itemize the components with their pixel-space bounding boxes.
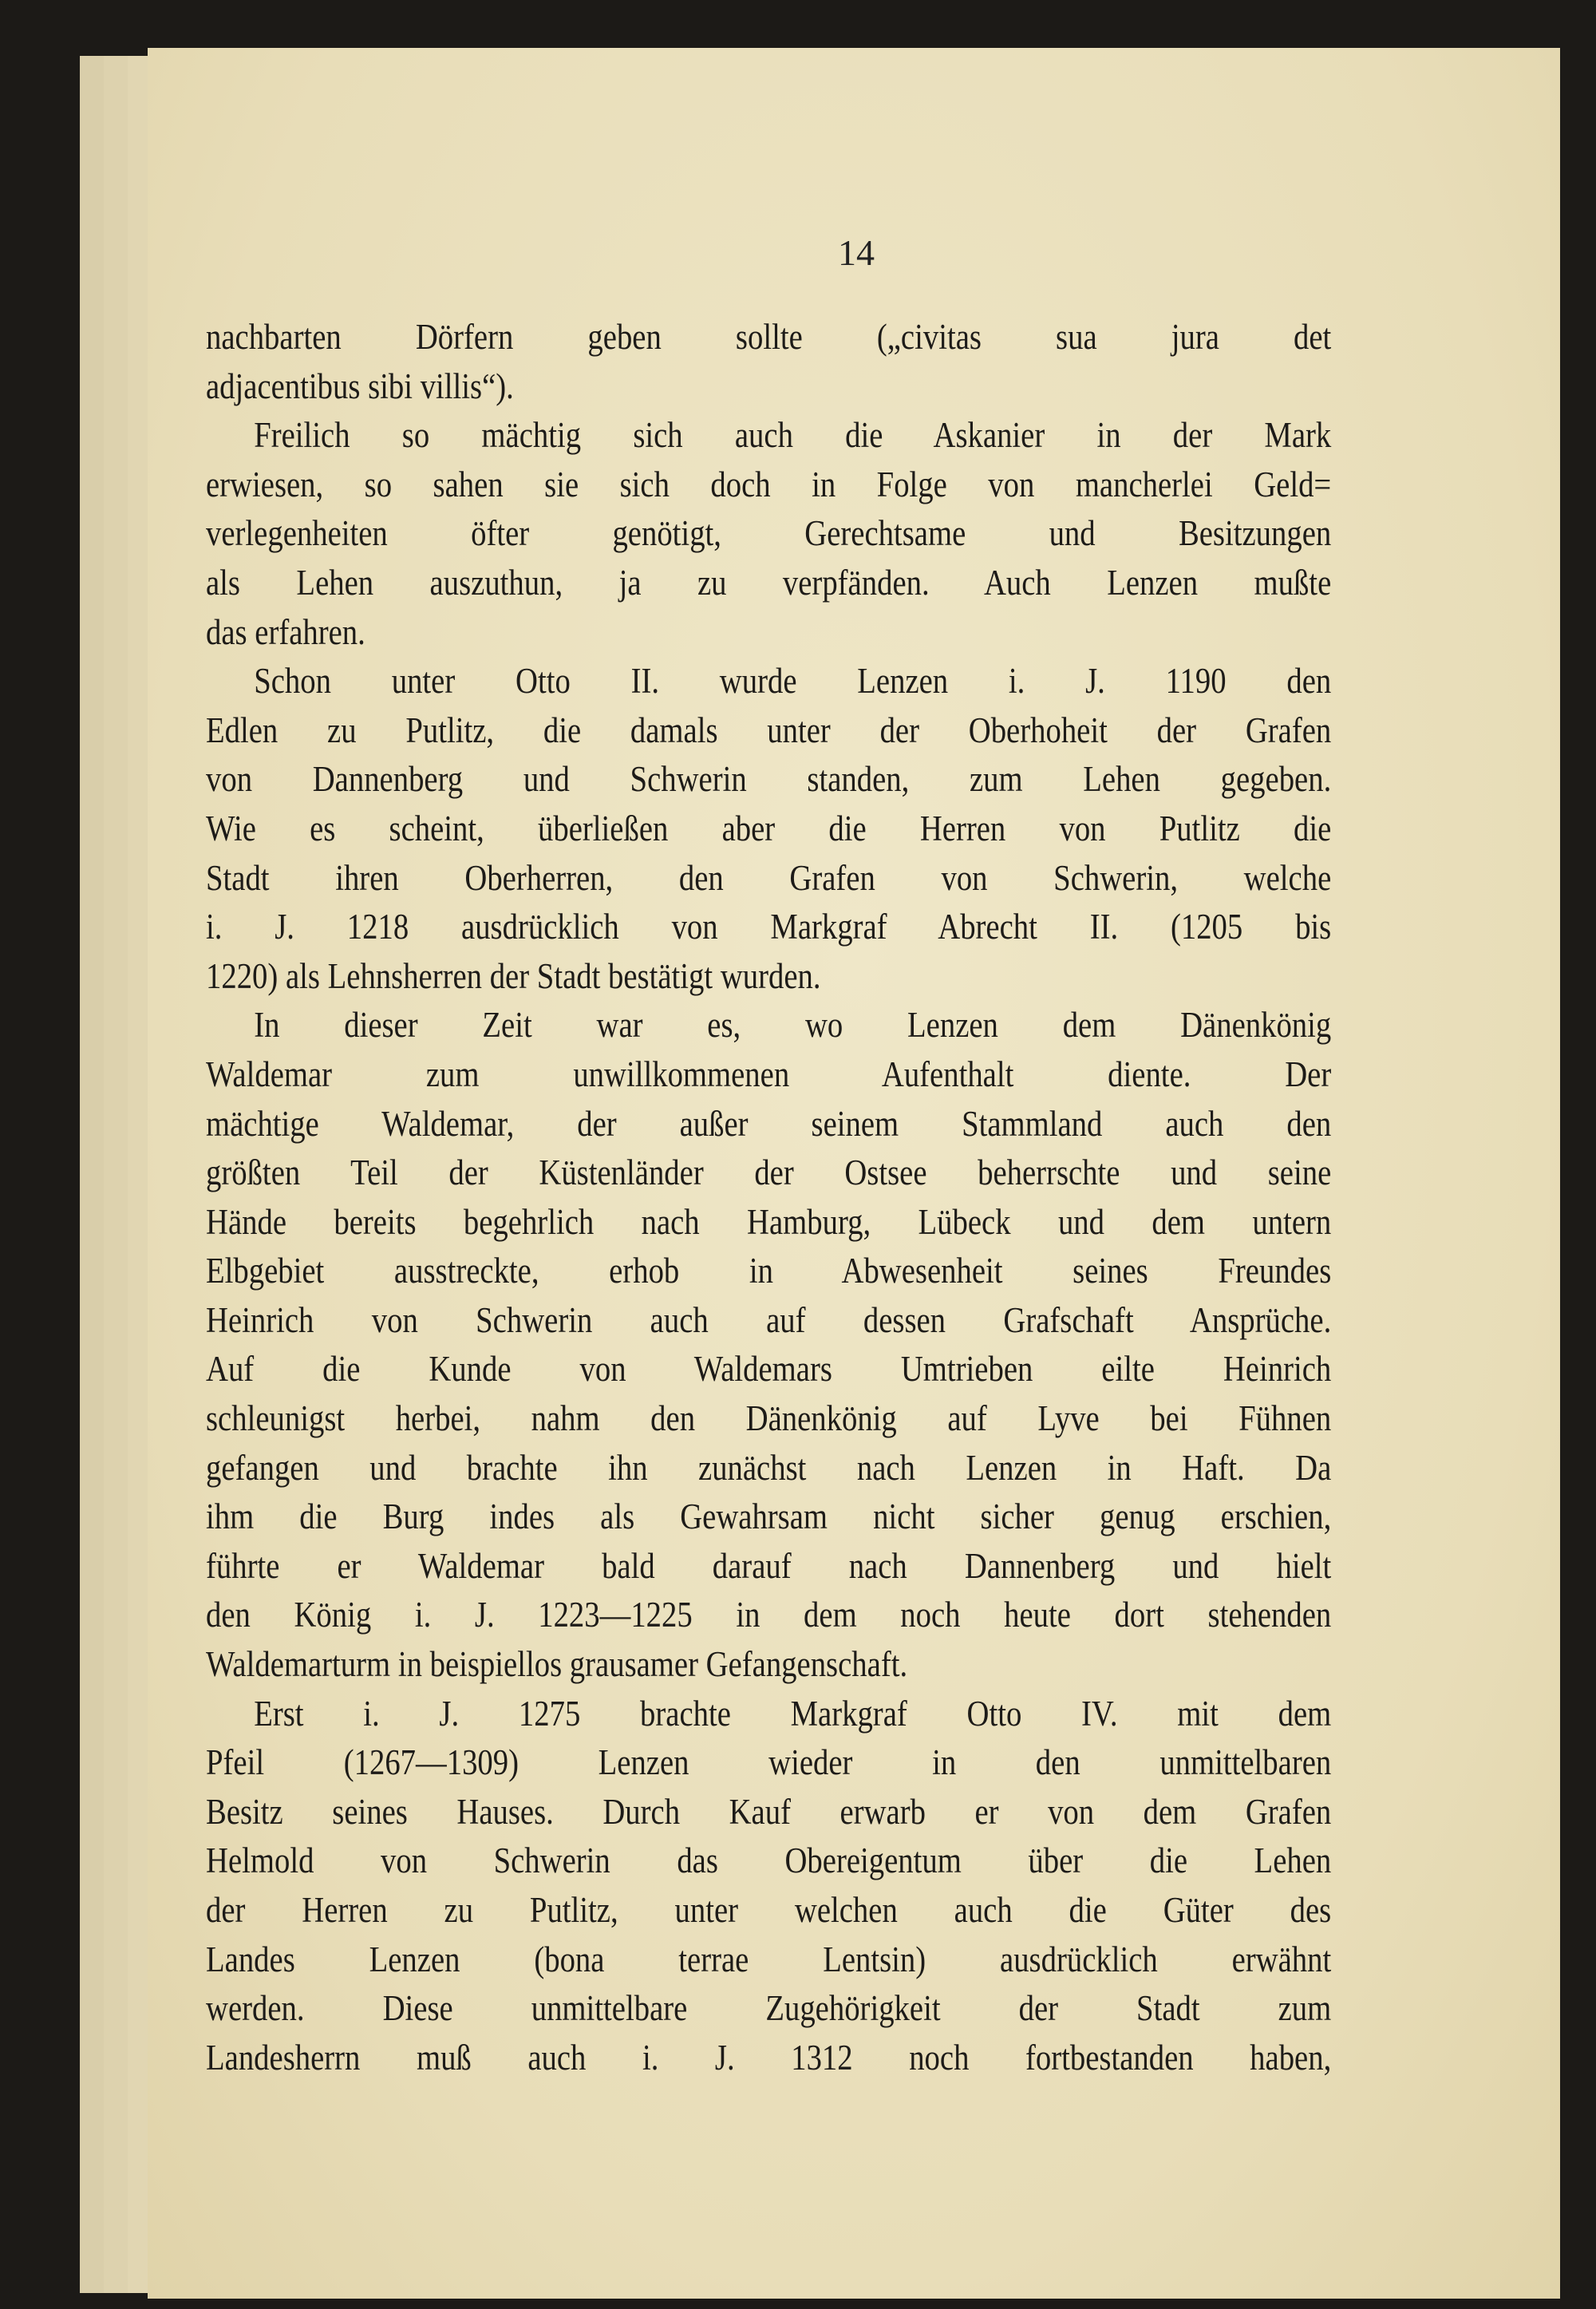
text-line: werden. Diese unmittelbare Zugehörigkeit der Stadt zum [206, 1988, 1332, 2029]
text-line: den König i. J. 1223—1225 in dem noch heute dort stehenden [206, 1595, 1332, 1635]
text-line: i. J. 1218 ausdrücklich von Markgraf Abrecht II. (1205 bis [206, 907, 1332, 947]
text-line: Besitz seines Hauses. Durch Kauf erwarb er von dem Grafen [206, 1791, 1332, 1832]
text-line: Waldemar zum unwillkommenen Aufenthalt diente. Der [206, 1054, 1332, 1094]
text-line: von Dannenberg und Schwerin standen, zum Lehen gegeben. [206, 759, 1332, 800]
text-line: schleunigst herbei, nahm den Dänenkönig auf Lyve bei Fühnen [206, 1398, 1332, 1439]
text-line: Landesherrn muß auch i. J. 1312 noch fortbestanden haben, [206, 2037, 1332, 2078]
text-line: Heinrich von Schwerin auch auf dessen Grafschaft Ansprüche. [206, 1299, 1332, 1340]
text-line: adjacentibus sibi villis“). [206, 366, 514, 406]
text-line: als Lehen auszuthun, ja zu verpfänden. Auch Lenzen mußte [206, 562, 1332, 603]
text-line: Landes Lenzen (bona terrae Lentsin) ausdrücklich erwähnt [206, 1939, 1332, 1979]
text-line: Pfeil (1267—1309) Lenzen wieder in den unmittelbaren [206, 1742, 1332, 1783]
text-line: ihm die Burg indes als Gewahrsam nicht sicher genug erschien, [206, 1497, 1332, 1537]
text-line: Schon unter Otto II. wurde Lenzen i. J. 1190 den [254, 661, 1332, 702]
text-line: größten Teil der Küstenländer der Ostsee beherrschte und seine [206, 1153, 1332, 1193]
text-line: Freilich so mächtig sich auch die Askanier in der Mark [254, 415, 1332, 456]
page-edges [104, 56, 129, 2293]
text-line: Edlen zu Putlitz, die damals unter der Oberhoheit der Grafen [206, 710, 1332, 750]
text-line: gefangen und brachte ihn zunächst nach Lenzen in Haft. Da [206, 1447, 1332, 1488]
page-edges [80, 56, 105, 2293]
text-line: Erst i. J. 1275 brachte Markgraf Otto IV. mit dem [254, 1693, 1332, 1734]
text-line: Helmold von Schwerin das Obereigentum über die Lehen [206, 1840, 1332, 1881]
text-line: Hände bereits begehrlich nach Hamburg, Lübeck und dem untern [206, 1201, 1332, 1242]
text-line: Auf die Kunde von Waldemars Umtrieben eilte Heinrich [206, 1349, 1332, 1390]
text-line: nachbarten Dörfern geben sollte („civitas sua jura det [206, 317, 1332, 357]
text-line: Elbgebiet ausstreckte, erhob in Abwesenheit seines Freundes [206, 1251, 1332, 1291]
text-line: Stadt ihren Oberherren, den Grafen von Schwerin, welche [206, 857, 1332, 898]
text-line: das erfahren. [206, 611, 365, 652]
text-line: 1220) als Lehnsherren der Stadt bestätigt wurden. [206, 955, 821, 996]
page-number: 14 [838, 232, 875, 273]
text-line: führte er Waldemar bald darauf nach Dannenberg und hielt [206, 1545, 1332, 1586]
text-line: mächtige Waldemar, der außer seinem Stammland auch den [206, 1103, 1332, 1144]
text-line: Wie es scheint, überließen aber die Herren von Putlitz die [206, 808, 1332, 848]
text-line: Waldemarturm in beispiellos grausamer Gefangenschaft. [206, 1644, 908, 1685]
text-line: der Herren zu Putlitz, unter welchen auch die Güter des [206, 1890, 1332, 1930]
text-line: In dieser Zeit war es, wo Lenzen dem Dänenkönig [254, 1005, 1332, 1046]
text-line: verlegenheiten öfter genötigt, Gerechtsame und Besitzungen [206, 513, 1332, 554]
text-line: erwiesen, so sahen sie sich doch in Folge von mancherlei Geld= [206, 464, 1332, 504]
body-text [206, 313, 1331, 2082]
